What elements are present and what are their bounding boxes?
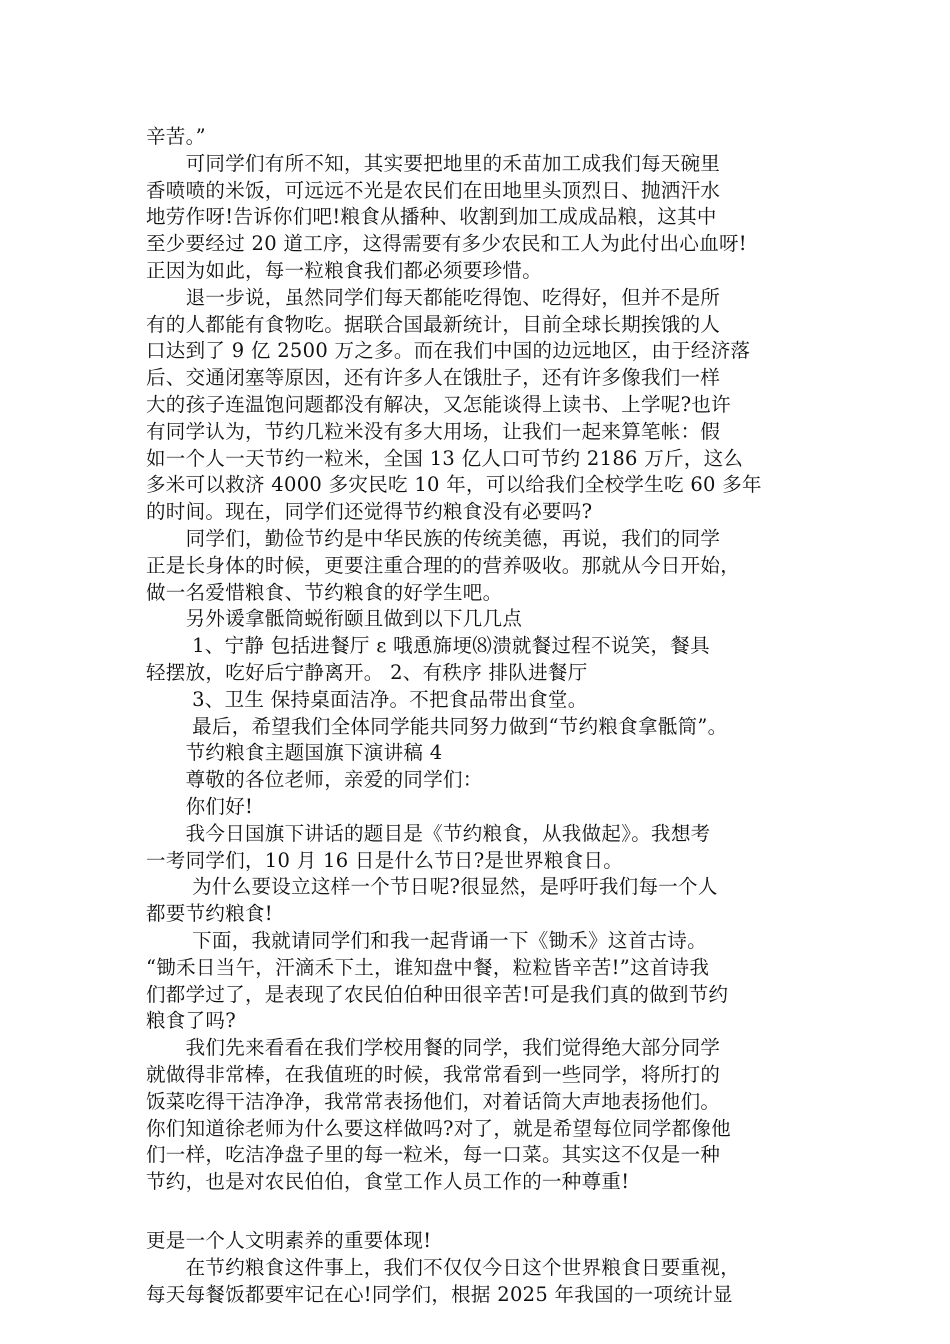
- text-line: 大的孩子连温饱问题都没有解决，又怎能谈得上读书、上学呢?也许: [146, 393, 731, 416]
- text-line: 香喷喷的米饭，可远远不光是农民们在田地里头顶烈日、抛洒汗水: [146, 179, 721, 202]
- text-line: 后、交通闭塞等原因，还有许多人在饿肚子，还有许多像我们一样: [146, 366, 721, 389]
- text-line: 一考同学们，10 月 16 日是什么节日?是世界粮食日。: [146, 849, 624, 872]
- text-line: 有同学认为，节约几粒米没有多大用场，让我们一起来算笔帐：假: [146, 420, 721, 443]
- text-line: 有的人都能有食物吃。据联合国最新统计，目前全球长期挨饿的人: [146, 313, 721, 336]
- text-line: 辛苦。”: [146, 125, 206, 148]
- text-line: 做一名爱惜粮食、节约粮食的好学生吧。: [146, 581, 503, 604]
- text-line: 同学们，勤俭节约是中华民族的传统美德，再说，我们的同学: [146, 527, 721, 550]
- text-line: 我们先来看看在我们学校用餐的同学，我们觉得绝大部分同学: [146, 1036, 721, 1059]
- text-line: 节约，也是对农民伯伯，食堂工作人员工作的一种尊重!: [146, 1170, 630, 1193]
- text-line: 口达到了 9 亿 2500 万之多。而在我们中国的边远地区，由于经济落: [146, 339, 751, 362]
- text-line: 节约粮食主题国旗下演讲稿 4: [146, 741, 443, 764]
- text-line: 每天每餐饭都要牢记在心!同学们，根据 2025 年我国的一项统计显: [146, 1283, 733, 1306]
- text-line: 最后，希望我们全体同学能共同努力做到“节约粮食拿骶筒”。: [146, 715, 728, 738]
- text-line: 在节约粮食这件事上，我们不仅仅今日这个世界粮食日要重视，: [146, 1256, 741, 1279]
- text-line: 为什么要设立这样一个节日呢?很显然，是呼吁我们每一个人: [146, 875, 718, 898]
- text-line: 们一样，吃洁净盘子里的每一粒米，每一口菜。其实这不仅是一种: [146, 1143, 721, 1166]
- text-line: 我今日国旗下讲话的题目是《节约粮食，从我做起》。我想考: [146, 822, 711, 845]
- text-line: 你们知道徐老师为什么要这样做吗?对了，就是希望每位同学都像他: [146, 1117, 731, 1140]
- text-line: 饭菜吃得干洁净净，我常常表扬他们，对着话筒大声地表扬他们。: [146, 1090, 721, 1113]
- text-line: 3、卫生 保持桌面洁净。不把食品带出食堂。: [146, 688, 588, 711]
- text-line: 下面，我就请同学们和我一起背诵一下《锄禾》这首古诗。: [146, 929, 707, 952]
- text-line: 退一步说，虽然同学们每天都能吃得饱、吃得好，但并不是所: [146, 286, 721, 309]
- text-line: 多米可以救济 4000 多灾民吃 10 年，可以给我们全校学生吃 60 多年: [146, 473, 762, 496]
- text-line: 如一个人一天节约一粒米，全国 13 亿人口可节约 2186 万斤，这么: [146, 447, 744, 470]
- text-line: 正因为如此，每一粒粮食我们都必须要珍惜。: [146, 259, 543, 282]
- text-line: 更是一个人文明素养的重要体现!: [146, 1229, 432, 1252]
- text-line: 就做得非常棒，在我值班的时候，我常常看到一些同学，将所打的: [146, 1063, 721, 1086]
- text-line: 尊敬的各位老师，亲爱的同学们：: [146, 768, 483, 791]
- text-line: 正是长身体的时候，更要注重合理的的营养吸收。那就从今日开始，: [146, 554, 741, 577]
- text-line: 地劳作呀!告诉你们吧!粮食从播种、收割到加工成成品粮，这其中: [146, 205, 717, 228]
- text-line: 1、宁静 包括进餐厅 ε 哦恿旆埂⑻溃就餐过程不说笑，餐具: [146, 634, 710, 657]
- text-line: 另外谖拿骶筒蜕衔颐且做到以下几几点: [146, 607, 523, 630]
- text-line: 们都学过了，是表现了农民伯伯种田很辛苦!可是我们真的做到节约: [146, 983, 729, 1006]
- text-line: 粮食了吗?: [146, 1009, 236, 1032]
- text-line: 可同学们有所不知，其实要把地里的禾苗加工成我们每天碗里: [146, 152, 721, 175]
- text-line: 轻摆放，吃好后宁静离开。 2、有秩序 排队进餐厅: [146, 661, 588, 684]
- text-line: 你们好!: [146, 795, 254, 818]
- text-line: “锄禾日当午，汗滴禾下土，谁知盘中餐，粒粒皆辛苦!”这首诗我: [146, 956, 710, 979]
- text-line: 的时间。现在，同学们还觉得节约粮食没有必要吗?: [146, 500, 593, 523]
- text-line: 至少要经过 20 道工序，这得需要有多少农民和工人为此付出心血呀!: [146, 232, 747, 255]
- text-line: 都要节约粮食!: [146, 902, 273, 925]
